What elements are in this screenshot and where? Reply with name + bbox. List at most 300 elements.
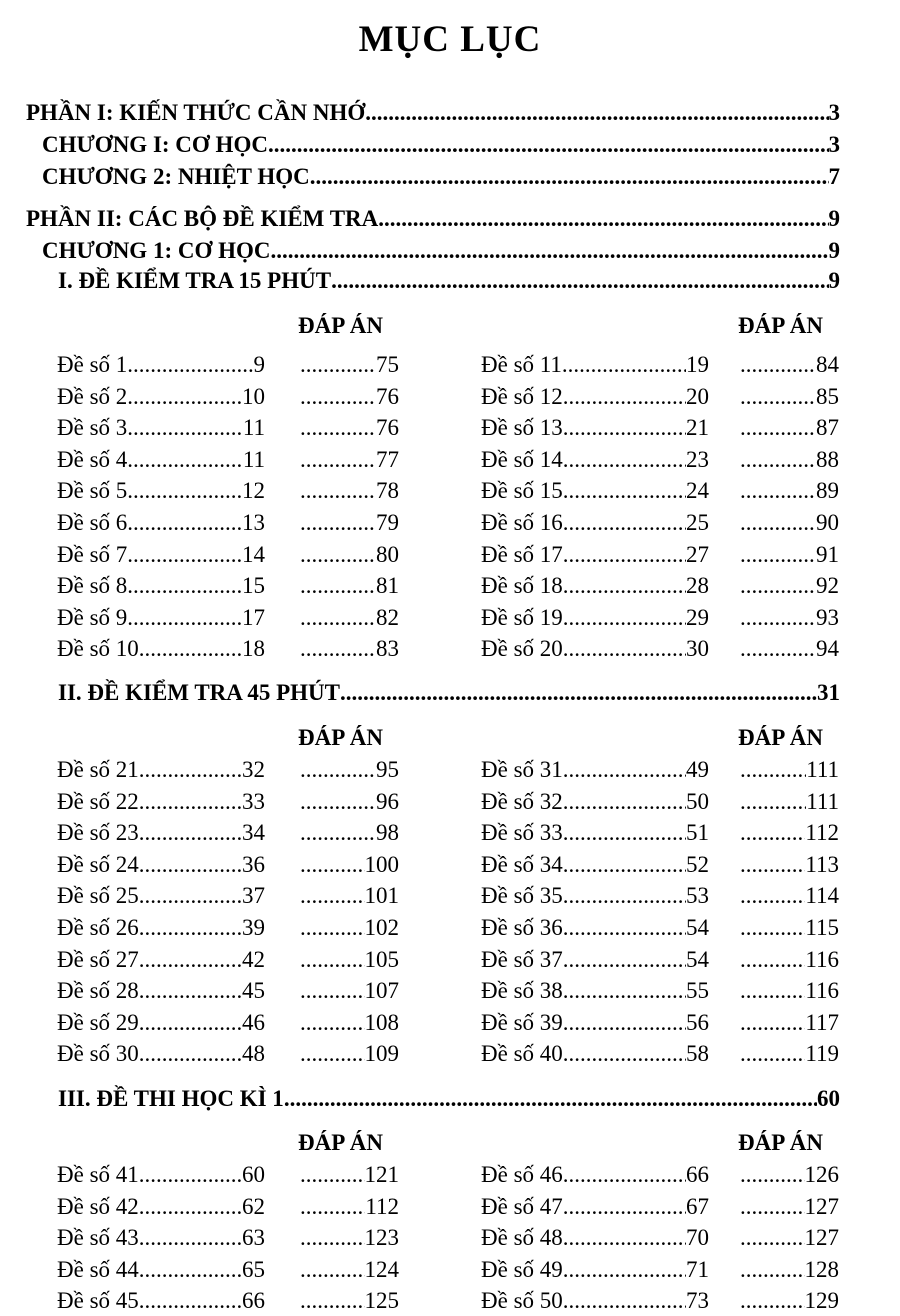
answer-entry[interactable] <box>740 415 839 441</box>
exam-entry[interactable] <box>57 947 265 973</box>
dot-leader <box>300 510 376 536</box>
dot-leader <box>300 978 365 1004</box>
exam-label: Đề số 7 <box>57 541 128 567</box>
answer-page: 126 <box>804 1162 839 1187</box>
exam-label: Đề số 27 <box>57 946 139 972</box>
answer-page: 129 <box>804 1288 839 1314</box>
dot-leader <box>139 852 242 878</box>
exam-label: Đề số 25 <box>57 883 139 909</box>
dot-leader <box>127 573 242 599</box>
toc-label: II. ĐỀ KIỂM TRA 45 PHÚT <box>58 680 341 705</box>
exam-label: Đề số 36 <box>481 915 563 940</box>
exam-entry[interactable] <box>481 915 709 941</box>
exam-label: Đề số 19 <box>481 604 563 630</box>
answer-page: 108 <box>364 1009 399 1035</box>
exam-page: 36 <box>242 851 265 877</box>
answer-page: 76 <box>376 415 399 441</box>
answer-page: 119 <box>805 1041 839 1067</box>
answer-entry[interactable] <box>740 883 839 909</box>
exam-label: Đề số 40 <box>481 1041 563 1067</box>
exam-page: 62 <box>242 1193 265 1219</box>
exam-entry[interactable] <box>481 1162 709 1188</box>
exam-entry[interactable] <box>481 478 709 504</box>
exam-page: 60 <box>242 1162 265 1187</box>
toc-label: CHƯƠNG 2: NHIỆT HỌC <box>42 164 310 189</box>
exam-page: 73 <box>686 1288 709 1314</box>
exam-entry[interactable] <box>57 1225 265 1251</box>
answer-entry[interactable] <box>300 915 399 941</box>
exam-entry[interactable] <box>481 447 709 473</box>
exam-page: 13 <box>242 510 265 535</box>
answer-entry[interactable] <box>740 978 839 1004</box>
exam-page: 56 <box>686 1009 709 1035</box>
exam-entry[interactable] <box>481 1010 709 1036</box>
exam-entry[interactable] <box>481 1194 709 1220</box>
answer-page: 113 <box>805 851 839 877</box>
exam-label: Đề số 13 <box>481 415 563 441</box>
exam-page: 42 <box>242 946 265 972</box>
exam-entry[interactable] <box>57 1162 265 1188</box>
dot-leader <box>300 757 376 783</box>
answer-entry[interactable] <box>300 1162 399 1188</box>
exam-entry[interactable] <box>481 883 709 909</box>
dot-leader <box>563 1010 686 1036</box>
answer-entry[interactable] <box>740 757 839 783</box>
answer-entry[interactable] <box>300 352 399 378</box>
dot-leader <box>300 1041 365 1067</box>
exam-page: 45 <box>242 978 265 1004</box>
exam-page: 18 <box>242 636 265 662</box>
exam-page: 14 <box>242 541 265 567</box>
answer-page: 90 <box>816 510 839 535</box>
dot-leader <box>300 852 365 878</box>
exam-page: 34 <box>242 820 265 846</box>
dot-leader <box>127 415 243 441</box>
answer-page: 123 <box>364 1225 399 1251</box>
exam-entry[interactable] <box>57 478 265 504</box>
answer-entry[interactable] <box>300 1010 399 1036</box>
toc-page: 9 <box>828 206 840 231</box>
answer-page: 92 <box>816 573 839 599</box>
answer-entry[interactable] <box>300 1257 399 1283</box>
dot-leader <box>563 852 686 878</box>
exam-label: Đề số 41 <box>57 1162 139 1187</box>
dot-leader <box>740 947 805 973</box>
exam-label: Đề số 39 <box>481 1009 563 1035</box>
answer-entry[interactable] <box>300 883 399 909</box>
exam-entry[interactable] <box>481 636 709 662</box>
answer-entry[interactable] <box>740 510 839 536</box>
answer-page: 84 <box>816 352 839 377</box>
dot-leader <box>740 415 816 441</box>
dot-leader <box>563 384 686 410</box>
dot-leader <box>127 352 253 378</box>
exam-label: Đề số 3 <box>57 415 128 441</box>
toc-page: 7 <box>828 164 840 189</box>
exam-entry[interactable] <box>481 820 709 846</box>
answer-heading: ĐÁP ÁN <box>738 313 823 338</box>
exam-label: Đề số 48 <box>481 1225 563 1251</box>
dot-leader <box>740 636 816 662</box>
dot-leader <box>139 947 242 973</box>
answer-entry[interactable] <box>300 542 399 568</box>
exam-label: Đề số 11 <box>481 352 562 377</box>
dot-leader <box>740 573 816 599</box>
answer-entry[interactable] <box>740 915 839 941</box>
exam-label: Đề số 29 <box>57 1009 139 1035</box>
answer-entry[interactable] <box>740 820 839 846</box>
exam-entry[interactable] <box>481 789 709 815</box>
dot-leader <box>139 820 242 846</box>
exam-label: Đề số 33 <box>481 820 563 846</box>
answer-entry[interactable] <box>300 510 399 536</box>
answer-entry[interactable] <box>300 1288 399 1314</box>
exam-label: Đề số 12 <box>481 383 563 409</box>
dot-leader <box>740 852 805 878</box>
dot-leader <box>139 915 242 941</box>
answer-entry[interactable] <box>740 1010 839 1036</box>
dot-leader <box>139 883 242 909</box>
exam-label: Đề số 26 <box>57 915 139 940</box>
answer-page: 77 <box>376 446 399 472</box>
exam-label: Đề số 6 <box>57 510 128 535</box>
answer-entry[interactable] <box>300 447 399 473</box>
dot-leader <box>740 789 806 815</box>
answer-page: 101 <box>364 883 399 909</box>
exam-page: 37 <box>242 883 265 909</box>
dot-leader <box>740 478 816 504</box>
dot-leader <box>300 915 365 941</box>
toc-page: 9 <box>828 238 840 263</box>
dot-leader <box>127 447 243 473</box>
exam-label: Đề số 22 <box>57 788 139 814</box>
exam-entry[interactable] <box>481 384 709 410</box>
answer-entry[interactable] <box>740 447 839 473</box>
answer-entry[interactable] <box>300 1194 399 1220</box>
answer-entry[interactable] <box>740 852 839 878</box>
answer-entry[interactable] <box>300 636 399 662</box>
dot-leader <box>563 542 686 568</box>
dot-leader <box>563 915 686 941</box>
answer-entry[interactable] <box>740 947 839 973</box>
answer-page: 93 <box>816 604 839 630</box>
answer-entry[interactable] <box>740 573 839 599</box>
dot-leader <box>563 510 686 536</box>
dot-leader <box>139 757 242 783</box>
answer-heading: ĐÁP ÁN <box>298 1130 383 1155</box>
exam-entry[interactable] <box>57 1041 265 1067</box>
dot-leader <box>563 1257 686 1283</box>
answer-page: 112 <box>365 1193 399 1219</box>
dot-leader <box>300 478 376 504</box>
answer-entry[interactable] <box>740 1288 839 1314</box>
exam-entry[interactable] <box>481 947 709 973</box>
answer-entry[interactable] <box>300 757 399 783</box>
dot-leader <box>139 1194 242 1220</box>
answer-page: 112 <box>805 820 839 846</box>
exam-label: Đề số 44 <box>57 1256 139 1282</box>
dot-leader <box>139 1288 242 1314</box>
exam-label: Đề số 31 <box>481 757 563 782</box>
exam-page: 63 <box>242 1225 265 1251</box>
dot-leader <box>139 1225 242 1251</box>
exam-label: Đề số 38 <box>481 978 563 1004</box>
exam-page: 19 <box>686 352 709 377</box>
exam-entry[interactable] <box>481 1288 709 1314</box>
dot-leader <box>563 883 686 909</box>
exam-page: 32 <box>242 757 265 782</box>
exam-label: Đề số 42 <box>57 1193 139 1219</box>
answer-page: 87 <box>816 415 839 441</box>
exam-label: Đề số 24 <box>57 851 139 877</box>
toc-page: 3 <box>828 132 840 157</box>
exam-entry[interactable] <box>481 415 709 441</box>
answer-entry[interactable] <box>740 605 839 631</box>
dot-leader <box>740 510 816 536</box>
dot-leader <box>139 789 242 815</box>
dot-leader <box>127 510 242 536</box>
dot-leader <box>300 447 376 473</box>
answer-page: 105 <box>364 946 399 972</box>
exam-label: Đề số 9 <box>57 604 128 630</box>
answer-heading: ĐÁP ÁN <box>298 725 383 750</box>
exam-page: 66 <box>686 1162 709 1187</box>
exam-entry[interactable] <box>481 978 709 1004</box>
dot-leader <box>127 478 242 504</box>
exam-entry[interactable] <box>57 852 265 878</box>
exam-page: 17 <box>242 604 265 630</box>
answer-entry[interactable] <box>300 415 399 441</box>
exam-page: 39 <box>242 915 265 940</box>
exam-entry[interactable] <box>481 542 709 568</box>
exam-page: 24 <box>686 478 709 504</box>
exam-entry[interactable] <box>57 883 265 909</box>
exam-label: Đề số 35 <box>481 883 563 909</box>
answer-entry[interactable] <box>300 978 399 1004</box>
answer-page: 91 <box>816 541 839 567</box>
exam-entry[interactable] <box>57 789 265 815</box>
answer-page: 81 <box>376 573 399 599</box>
exam-entry[interactable] <box>481 1041 709 1067</box>
exam-entry[interactable] <box>481 510 709 536</box>
answer-page: 125 <box>364 1288 399 1314</box>
exam-label: Đề số 4 <box>57 446 128 472</box>
exam-entry[interactable] <box>57 447 265 473</box>
answer-entry[interactable] <box>740 384 839 410</box>
exam-page: 27 <box>686 541 709 567</box>
answer-page: 96 <box>376 788 399 814</box>
exam-page: 30 <box>686 636 709 662</box>
answer-page: 107 <box>364 978 399 1004</box>
exam-label: Đề số 8 <box>57 573 128 599</box>
dot-leader <box>563 1288 686 1314</box>
exam-entry[interactable] <box>57 636 265 662</box>
exam-label: Đề số 50 <box>481 1288 563 1314</box>
answer-page: 89 <box>816 478 839 504</box>
exam-label: Đề số 49 <box>481 1256 563 1282</box>
exam-page: 20 <box>686 383 709 409</box>
exam-page: 55 <box>686 978 709 1004</box>
toc-label: PHẦN I: KIẾN THỨC CẦN NHỚ <box>26 100 366 125</box>
dot-leader <box>563 820 686 846</box>
exam-page: 25 <box>686 510 709 535</box>
exam-entry[interactable] <box>481 1225 709 1251</box>
answer-entry[interactable] <box>300 1041 399 1067</box>
exam-entry[interactable] <box>481 852 709 878</box>
dot-leader <box>300 542 376 568</box>
answer-entry[interactable] <box>740 1162 839 1188</box>
exam-label: Đề số 45 <box>57 1288 139 1314</box>
exam-label: Đề số 10 <box>57 636 139 662</box>
dot-leader <box>740 384 816 410</box>
exam-entry[interactable] <box>481 1257 709 1283</box>
answer-page: 127 <box>804 1225 839 1251</box>
dot-leader <box>563 573 686 599</box>
dot-leader <box>300 1010 365 1036</box>
dot-leader <box>740 605 816 631</box>
answer-entry[interactable] <box>300 789 399 815</box>
dot-leader <box>563 1041 686 1067</box>
dot-leader <box>740 1288 805 1314</box>
answer-entry[interactable] <box>300 478 399 504</box>
exam-entry[interactable] <box>57 605 265 631</box>
answer-entry[interactable] <box>740 1225 839 1251</box>
dot-leader <box>127 384 242 410</box>
exam-page: 58 <box>686 1041 709 1067</box>
exam-label: Đề số 18 <box>481 573 563 599</box>
dot-leader <box>740 1194 805 1220</box>
exam-entry[interactable] <box>57 757 265 783</box>
exam-entry[interactable] <box>57 1288 265 1314</box>
dot-leader <box>740 1225 805 1251</box>
dot-leader <box>740 978 805 1004</box>
exam-page: 50 <box>686 788 709 814</box>
exam-label: Đề số 34 <box>481 851 563 877</box>
exam-page: 49 <box>686 757 709 782</box>
answer-entry[interactable] <box>300 573 399 599</box>
dot-leader <box>563 1194 686 1220</box>
dot-leader <box>563 605 686 631</box>
answer-entry[interactable] <box>740 1041 839 1067</box>
dot-leader <box>139 1041 242 1067</box>
exam-entry[interactable] <box>57 1194 265 1220</box>
exam-entry[interactable] <box>57 820 265 846</box>
answer-entry[interactable] <box>740 789 839 815</box>
answer-page: 102 <box>364 915 399 940</box>
answer-page: 124 <box>364 1256 399 1282</box>
answer-entry[interactable] <box>740 542 839 568</box>
answer-entry[interactable] <box>740 1194 839 1220</box>
dot-leader <box>740 757 806 783</box>
exam-label: Đề số 46 <box>481 1162 563 1187</box>
dot-leader <box>563 447 686 473</box>
answer-page: 78 <box>376 478 399 504</box>
exam-entry[interactable] <box>57 542 265 568</box>
exam-entry[interactable] <box>57 1010 265 1036</box>
answer-entry[interactable] <box>300 1225 399 1251</box>
exam-entry[interactable] <box>481 352 709 378</box>
answer-page: 111 <box>806 757 839 782</box>
dot-leader <box>740 1010 805 1036</box>
exam-label: Đề số 30 <box>57 1041 139 1067</box>
dot-leader <box>563 1225 686 1251</box>
exam-entry[interactable] <box>57 352 265 378</box>
dot-leader <box>563 415 686 441</box>
exam-label: Đề số 28 <box>57 978 139 1004</box>
exam-label: Đề số 5 <box>57 478 128 504</box>
dot-leader <box>127 542 242 568</box>
exam-label: Đề số 15 <box>481 478 563 504</box>
dot-leader <box>139 1257 242 1283</box>
answer-entry[interactable] <box>740 352 839 378</box>
answer-entry[interactable] <box>300 820 399 846</box>
exam-page: 29 <box>686 604 709 630</box>
dot-leader <box>300 415 376 441</box>
answer-page: 128 <box>804 1256 839 1282</box>
dot-leader <box>740 820 805 846</box>
exam-page: 54 <box>686 946 709 972</box>
answer-entry[interactable] <box>300 605 399 631</box>
toc-label: CHƯƠNG 1: CƠ HỌC <box>42 238 271 263</box>
exam-entry[interactable] <box>481 573 709 599</box>
answer-page: 80 <box>376 541 399 567</box>
dot-leader <box>740 1041 805 1067</box>
dot-leader <box>127 605 242 631</box>
answer-page: 111 <box>806 788 839 814</box>
answer-page: 117 <box>805 1009 839 1035</box>
answer-entry[interactable] <box>300 947 399 973</box>
answer-page: 115 <box>805 915 839 940</box>
exam-entry[interactable] <box>481 757 709 783</box>
exam-page: 33 <box>242 788 265 814</box>
dot-leader <box>563 636 686 662</box>
dot-leader <box>300 1257 365 1283</box>
answer-heading: ĐÁP ÁN <box>738 725 823 750</box>
toc-label: CHƯƠNG I: CƠ HỌC <box>42 132 268 157</box>
dot-leader <box>740 915 805 941</box>
dot-leader <box>300 1288 365 1314</box>
dot-leader <box>563 789 686 815</box>
answer-entry[interactable] <box>740 478 839 504</box>
exam-label: Đề số 2 <box>57 383 128 409</box>
answer-entry[interactable] <box>300 852 399 878</box>
dot-leader <box>300 947 365 973</box>
answer-page: 114 <box>805 883 839 909</box>
answer-entry[interactable] <box>300 384 399 410</box>
exam-entry[interactable] <box>57 978 265 1004</box>
exam-entry[interactable] <box>57 1257 265 1283</box>
exam-entry[interactable] <box>57 915 265 941</box>
exam-entry[interactable] <box>57 510 265 536</box>
exam-page: 21 <box>686 415 709 441</box>
dot-leader <box>300 605 376 631</box>
exam-entry[interactable] <box>57 573 265 599</box>
dot-leader <box>139 636 242 662</box>
dot-leader <box>563 978 686 1004</box>
exam-page: 71 <box>686 1256 709 1282</box>
answer-page: 109 <box>364 1041 399 1067</box>
answer-entry[interactable] <box>740 1257 839 1283</box>
exam-entry[interactable] <box>481 605 709 631</box>
exam-entry[interactable] <box>57 384 265 410</box>
exam-entry[interactable] <box>57 415 265 441</box>
answer-entry[interactable] <box>740 636 839 662</box>
dot-leader <box>300 352 376 378</box>
dot-leader <box>300 1225 365 1251</box>
answer-page: 82 <box>376 604 399 630</box>
toc-page: 60 <box>817 1086 840 1111</box>
answer-page: 83 <box>376 636 399 662</box>
